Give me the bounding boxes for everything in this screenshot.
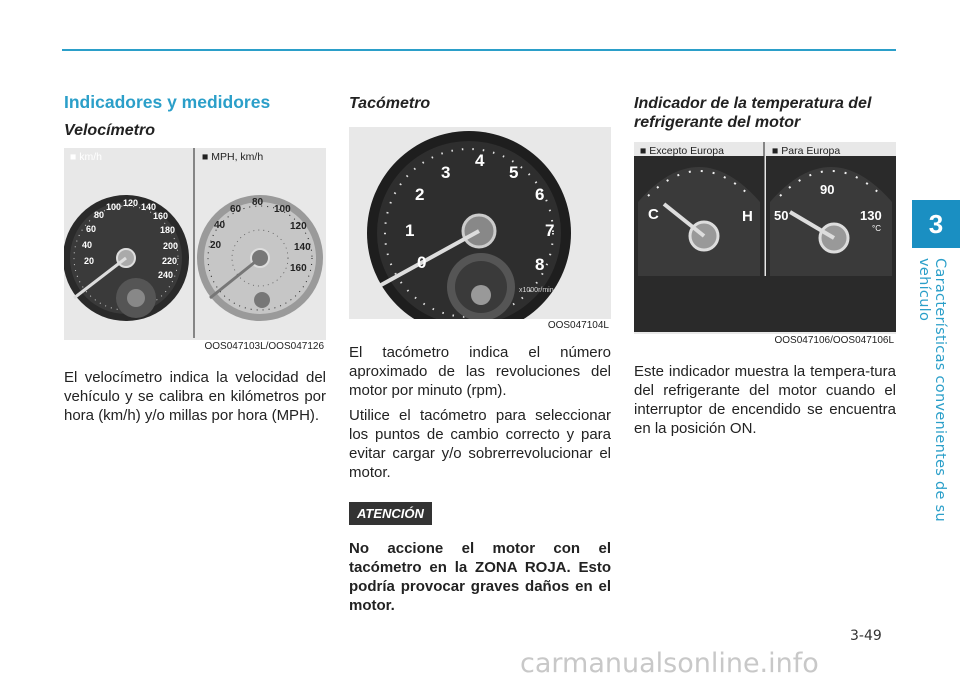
kmh-label: 100 — [106, 202, 122, 212]
temp-left-label: C — [648, 206, 659, 223]
temp-right-label: 50 — [774, 208, 789, 223]
kmh-label: 200 — [163, 241, 179, 251]
chapter-tab: 3 — [912, 200, 960, 248]
image-code: OOS047104L — [547, 320, 609, 331]
temp-right-label: 130 — [860, 208, 882, 223]
temperature-heading: Indicador de la temperatura del refrigerante del motor — [634, 95, 872, 131]
temperature-paragraph: Este indicador muestra la tempera-tura del refrigerante del motor cuando el interruptor de encendido se encuentra en la posición ON. — [634, 363, 896, 437]
tach-label: 3 — [441, 163, 451, 182]
speedometer-illustration — [64, 148, 326, 354]
tachometer-figure — [349, 127, 611, 333]
mph-label: 160 — [290, 263, 307, 274]
kmh-label: 40 — [82, 240, 93, 250]
caption-kmh: ■ km/h — [70, 151, 103, 163]
temp-left-label: H — [742, 208, 753, 225]
kmh-label: 120 — [123, 198, 139, 208]
speedometer-figure — [64, 148, 326, 354]
tachometer-paragraph-1: El tacómetro indica el número aproximado de las revoluciones del motor por minuto (rpm). — [349, 344, 611, 399]
kmh-label: 180 — [160, 225, 176, 235]
kmh-label: 60 — [86, 224, 97, 234]
section-heading: Indicadores y medidores — [64, 92, 271, 112]
tach-label: 1 — [405, 221, 415, 240]
tach-label: 5 — [509, 163, 519, 182]
caption-mph-kmh: ■ MPH, km/h — [202, 151, 264, 163]
caption-excepto-europa: ■ Excepto Europa — [640, 145, 724, 157]
temperature-figure — [634, 142, 896, 348]
image-code: OOS047103L/OOS047126 — [204, 341, 324, 352]
tach-label: 6 — [535, 185, 545, 204]
mph-label: 120 — [290, 221, 307, 232]
column-temperature — [634, 90, 896, 444]
tachometer-paragraph-2: Utilice el tacómetro para seleccionar los puntos de cambio correcto y para evitar cargar y/o sobrerrevolucionar el motor. — [349, 407, 611, 481]
speedometer-heading: Velocímetro — [64, 122, 155, 139]
tach-label: 2 — [415, 185, 425, 204]
mph-label: 100 — [274, 204, 291, 215]
kmh-label: 140 — [141, 202, 157, 212]
warning-badge: ATENCIÓN — [349, 502, 432, 525]
tach-label: 4 — [475, 151, 485, 170]
watermark: carmanualsonline.info — [520, 648, 819, 679]
mph-label: 20 — [210, 240, 222, 251]
mph-label: 140 — [294, 242, 311, 253]
kmh-label: 80 — [94, 210, 105, 220]
page-number: 3-49 — [850, 628, 882, 644]
tach-label: 0 — [417, 253, 427, 272]
kmh-label: 160 — [153, 211, 169, 221]
tach-label: 7 — [545, 221, 555, 240]
image-code: OOS047106/OOS047106L — [774, 335, 894, 346]
temp-right-unit: °C — [872, 224, 881, 233]
mph-label: 40 — [214, 220, 226, 231]
caption-para-europa: ■ Para Europa — [772, 145, 841, 157]
chapter-side-label: Características convenientes de su vehículo — [916, 258, 948, 523]
kmh-label: 240 — [158, 270, 174, 280]
column-tachometer — [349, 90, 611, 621]
tach-unit: x1000r/min — [519, 287, 554, 294]
tachometer-heading: Tacómetro — [349, 95, 431, 112]
mph-label: 60 — [230, 204, 242, 215]
kmh-label: 220 — [162, 256, 178, 266]
column-speedometer — [64, 90, 326, 431]
warning-text: No accione el motor con el tacómetro en la ZONA ROJA. Esto podría provocar graves daños en el motor. — [349, 540, 611, 614]
tach-label: 8 — [535, 255, 545, 274]
kmh-label: 20 — [84, 256, 95, 266]
mph-label: 80 — [252, 197, 264, 208]
speedometer-paragraph: El velocímetro indica la velocidad del vehículo y se calibra en kilómetros por hora (km/h) y/o millas por hora (MPH). — [64, 369, 326, 424]
temp-right-label: 90 — [820, 182, 835, 197]
temperature-illustration — [634, 142, 896, 348]
top-rule — [62, 49, 896, 51]
